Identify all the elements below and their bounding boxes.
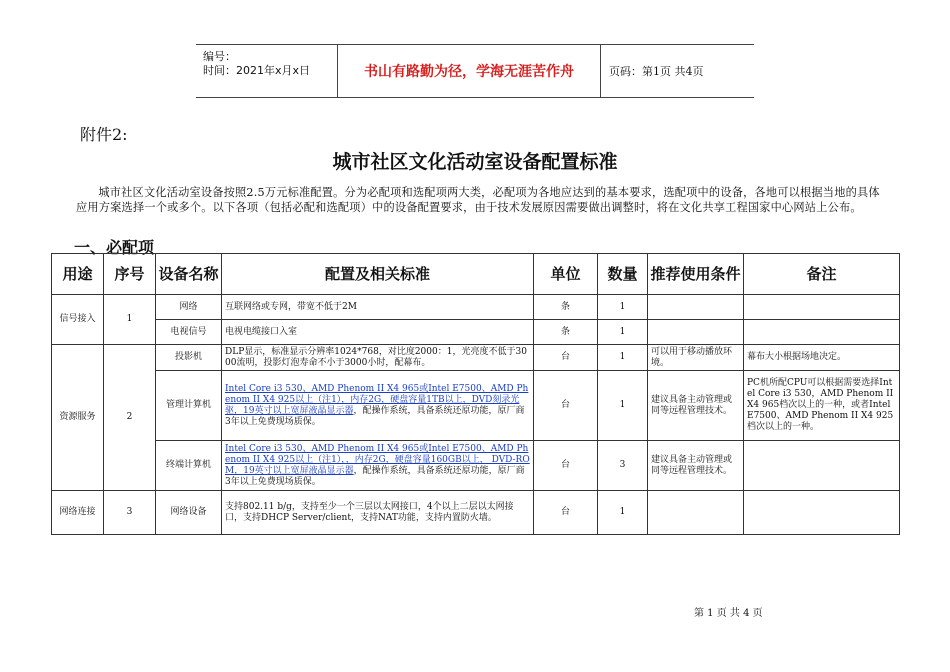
- cell-device: 投影机: [156, 345, 222, 371]
- cell-usage: 信号接入: [52, 295, 104, 345]
- cell-config: DLP显示，标准显示分辨率1024*768，对比度2000：1，光亮度不低于3000流明，投影灯泡寿命不小于3000小时，配幕布。: [222, 345, 534, 371]
- config-link[interactable]: Intel Core i3 530、AMD Phenom II X4 965或Intel E7500、AMD Phenom II X4 925以上（注1），，内存2G，硬盘容量160GB以上， DVD-ROM，19英寸以上宽屏液晶显示器: [225, 443, 530, 476]
- header-condition: 推荐使用条件: [648, 254, 744, 295]
- cell-no: 1: [104, 295, 156, 345]
- table-row: [52, 441, 900, 491]
- table-row: [52, 345, 900, 371]
- cell-device: 网络: [156, 295, 222, 320]
- page-footer: 第 1 页 共 4 页: [694, 608, 763, 619]
- cell-qty: 3: [598, 441, 648, 491]
- cell-usage: 资源服务: [52, 345, 104, 491]
- table-row: [52, 320, 900, 345]
- cell-qty: 1: [598, 345, 648, 371]
- cell-device: 终端计算机: [156, 441, 222, 491]
- header-device: 设备名称: [156, 254, 222, 295]
- cell-note: [744, 491, 900, 535]
- cell-config: 电视电缆接口入室: [222, 320, 534, 345]
- page-header: [196, 44, 754, 98]
- cell-condition: [648, 491, 744, 535]
- time-label: 时间：2021年x月x日: [203, 64, 311, 77]
- header-usage: 用途: [52, 254, 104, 295]
- cell-note: [744, 320, 900, 345]
- cell-no: 2: [104, 345, 156, 491]
- intro-paragraph: 城市社区文化活动室设备按照2.5万元标准配置。分为必配项和选配项两大类，必配项为各地应达到的基本要求，选配项中的设备，各地可以根据当地的具体应用方案选择一个或多个。以下各项（包括必配和选配项）中的设备配置要求，由于技术发展原因需要做出调整时，将在文化共享工程国家中心网站上公布。: [76, 186, 880, 214]
- config-rest: ，配操作系统，具备系统还原功能，原厂商3年以上免费现场质保。: [225, 465, 525, 487]
- header-qty: 数量: [598, 254, 648, 295]
- header-page-number: 页码：第1页 共4页: [609, 65, 704, 78]
- cell-unit: 台: [534, 491, 598, 535]
- cell-qty: 1: [598, 295, 648, 320]
- cell-condition: [648, 295, 744, 320]
- cell-config: [222, 371, 534, 441]
- cell-device: 电视信号: [156, 320, 222, 345]
- header-note: 备注: [744, 254, 900, 295]
- cell-condition: 建议具备主动管理或同等远程管理技术。: [648, 441, 744, 491]
- document-title: 城市社区文化活动室设备配置标准: [332, 151, 618, 173]
- cell-note: 幕布大小根据场地决定。: [744, 345, 900, 371]
- cell-condition: 可以用于移动播放环境。: [648, 345, 744, 371]
- cell-device: 管理计算机: [156, 371, 222, 441]
- table-row: [52, 371, 900, 441]
- cell-unit: 条: [534, 295, 598, 320]
- cell-note: PC机所配CPU可以根据需要选择Intel Core i3 530，AMD Phenom II X4 965档次以上的一种，或者Intel E7500、AMD Phenom II X4 925档次以上的一种。: [744, 371, 900, 441]
- cell-unit: 台: [534, 345, 598, 371]
- header-config: 配置及相关标准: [222, 254, 534, 295]
- cell-note: [744, 441, 900, 491]
- serial-label: 编号：: [203, 50, 236, 63]
- header-motto: 书山有路勤为径，学海无涯苦作舟: [338, 45, 601, 97]
- cell-condition: [648, 320, 744, 345]
- header-unit: 单位: [534, 254, 598, 295]
- cell-usage: 网络连接: [52, 491, 104, 535]
- cell-unit: 条: [534, 320, 598, 345]
- header-no: 序号: [104, 254, 156, 295]
- table-row: [52, 491, 900, 535]
- cell-no: 3: [104, 491, 156, 535]
- cell-config: 互联网络或专网，带宽不低于2M: [222, 295, 534, 320]
- cell-qty: 1: [598, 320, 648, 345]
- section-heading: 一、必配项: [74, 238, 155, 257]
- table-row: [52, 295, 900, 320]
- cell-note: [744, 295, 900, 320]
- cell-config: [222, 441, 534, 491]
- cell-condition: 建议具备主动管理或同等远程管理技术。: [648, 371, 744, 441]
- cell-unit: 台: [534, 371, 598, 441]
- config-link[interactable]: Intel Core i3 530、AMD Phenom II X4 965或Intel E7500、AMD Phenom II X4 925以上（注1），内存2G，硬盘容量1TB以上，DVD刻录光驱，19英寸以上宽屏液晶显示器: [225, 383, 529, 416]
- config-rest: ，配操作系统，具备系统还原功能，原厂商3年以上免费现场质保。: [225, 405, 525, 427]
- cell-qty: 1: [598, 491, 648, 535]
- header-meta: [196, 45, 338, 97]
- cell-qty: 1: [598, 371, 648, 441]
- table-header-row: [52, 254, 900, 295]
- cell-unit: 台: [534, 441, 598, 491]
- annex-label: 附件2:: [80, 125, 128, 144]
- cell-device: 网络设备: [156, 491, 222, 535]
- cell-config: 支持802.11 b/g，支持至少一个三层以太网接口，4个以上二层以太网接口，支持DHCP Server/client，支持NAT功能，支持内置防火墙。: [222, 491, 534, 535]
- equipment-table: [51, 253, 900, 535]
